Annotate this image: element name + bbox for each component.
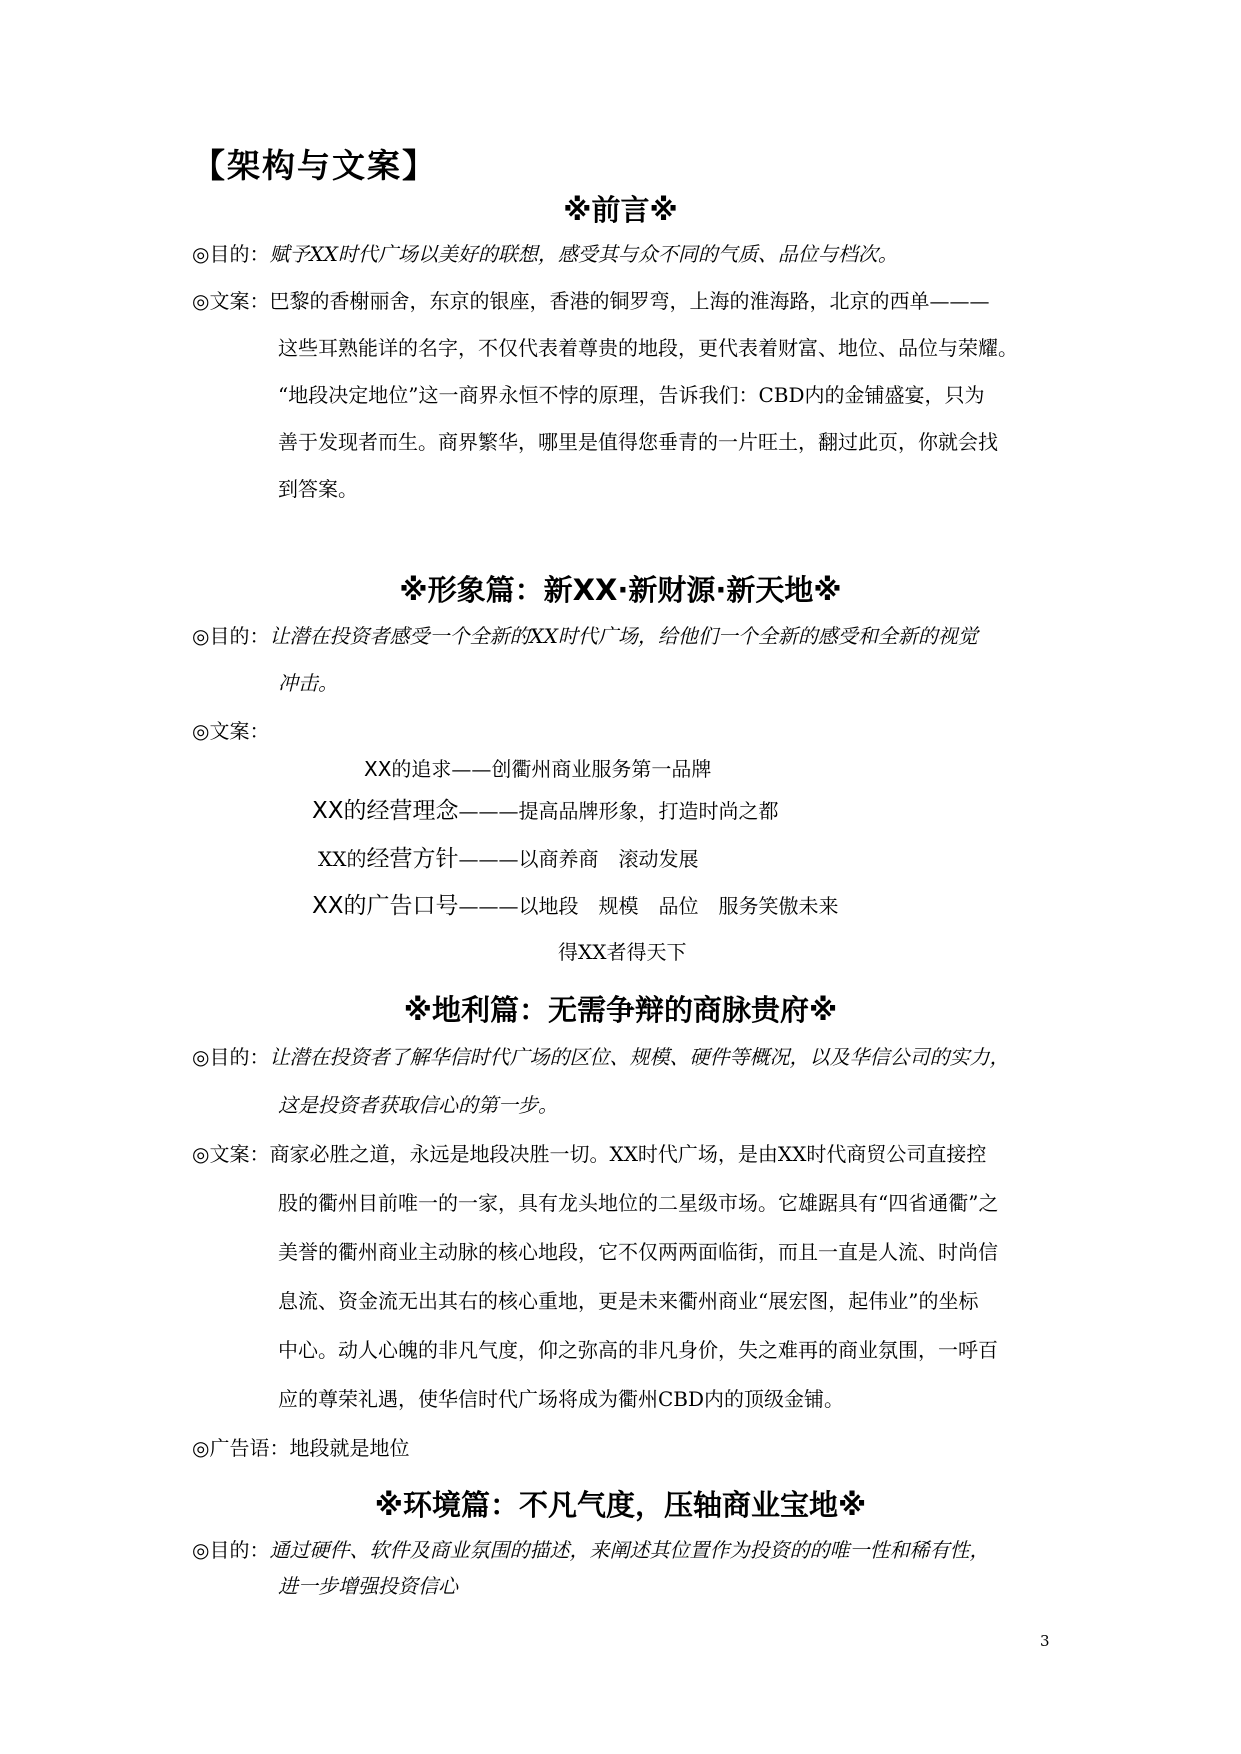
preface-purpose-label: ◎目的：	[192, 242, 270, 266]
location-copy-row	[192, 1140, 986, 1168]
environment-section-heading: ※环境篇：不凡气度，压轴商业宝地※	[374, 1488, 867, 1522]
slogan-key: XX的广告口号	[312, 893, 459, 919]
slogan-row	[364, 755, 711, 785]
slogan-key: XX的经营理念	[312, 798, 459, 824]
location-purpose-line: 让潜在投资者了解华信时代广场的区位、规模、硬件等概况，以及华信公司的实力，	[269, 1045, 1010, 1069]
location-copy-line: 美誉的衢州商业主动脉的核心地段，它不仅两两面临街，而且一直是人流、时尚信	[278, 1240, 998, 1264]
slogan-row	[312, 892, 839, 922]
location-purpose-line: 这是投资者获取信心的第一步。	[278, 1093, 558, 1117]
location-ad-label: ◎广告语：	[192, 1436, 290, 1460]
image-section-heading: ※形象篇：新XX·新财源·新天地※	[399, 573, 842, 607]
preface-purpose-row	[192, 240, 898, 268]
slogan-key: 经营方针	[366, 846, 459, 872]
image-purpose-row	[192, 622, 978, 650]
slogan-row	[312, 797, 779, 827]
slogan-dash: ———	[458, 847, 519, 871]
slogan-dash: ———	[458, 894, 519, 918]
location-copy-line: 息流、资金流无出其右的核心重地，更是未来衢州商业“展宏图，起伟业”的坐标	[278, 1289, 979, 1313]
slogan-value: 创衢州商业服务第一品牌	[491, 757, 712, 781]
environment-purpose-row	[192, 1536, 989, 1564]
slogan-value: 以商养商 滚动发展	[518, 847, 699, 871]
location-ad-row	[192, 1434, 409, 1462]
image-copy-label: ◎文案：	[192, 719, 270, 743]
location-copy-line: 商家必胜之道，永远是地段决胜一切。XX时代广场，是由XX时代商贸公司直接控	[269, 1142, 987, 1166]
main-heading: 【架构与文案】	[192, 146, 437, 185]
location-section-heading: ※地利篇：无需争辩的商脉贵府※	[403, 993, 838, 1027]
environment-purpose-label: ◎目的：	[192, 1538, 270, 1562]
location-copy-line: 应的尊荣礼遇，使华信时代广场将成为衢州CBD内的顶级金铺。	[278, 1387, 845, 1411]
slogan-dash: ———	[458, 799, 519, 823]
image-purpose-line: 让潜在投资者感受一个全新的XX时代广场，给他们一个全新的感受和全新的视觉	[269, 624, 978, 648]
slogan-value: 提高品牌形象，打造时尚之都	[518, 799, 779, 823]
slogan-key: XX的追求	[364, 757, 452, 781]
environment-purpose-line: 进一步增强投资信心	[278, 1574, 458, 1598]
location-purpose-row	[192, 1043, 1009, 1071]
slogan-tail: 得XX者得天下	[558, 940, 687, 964]
preface-copy-label: ◎文案：	[192, 289, 270, 313]
preface-copy-line: 到答案。	[278, 477, 358, 501]
image-purpose-label: ◎目的：	[192, 624, 270, 648]
slogan-key-prefix: XX的	[318, 847, 367, 871]
location-ad-text: 地段就是地位	[289, 1436, 410, 1460]
preface-heading: ※前言※	[563, 193, 678, 227]
image-purpose-line: 冲击。	[278, 671, 338, 695]
location-copy-line: 中心。动人心魄的非凡气度，仰之弥高的非凡身价，失之难再的商业氛围，一呼百	[278, 1338, 998, 1362]
location-purpose-label: ◎目的：	[192, 1045, 270, 1069]
location-copy-label: ◎文案：	[192, 1142, 270, 1166]
environment-purpose-line: 通过硬件、软件及商业氛围的描述，来阐述其位置作为投资的的唯一性和稀有性，	[269, 1538, 990, 1562]
preface-copy-row	[192, 287, 989, 315]
preface-copy-line: 巴黎的香榭丽舍，东京的银座，香港的铜罗弯，上海的淮海路，北京的西单———	[269, 289, 990, 313]
slogan-dash: ——	[451, 757, 492, 781]
slogan-value: 以地段 规模 品位 服务笑傲未来	[518, 894, 839, 918]
preface-purpose-text: 赋予XX时代广场以美好的联想，感受其与众不同的气质、品位与档次。	[269, 242, 898, 266]
page-number: 3	[1040, 1632, 1050, 1650]
slogan-row	[318, 845, 698, 875]
preface-copy-line: 善于发现者而生。商界繁华，哪里是值得您垂青的一片旺土，翻过此页，你就会找	[278, 430, 998, 454]
location-copy-line: 股的衢州目前唯一的一家，具有龙头地位的二星级市场。它雄踞具有“四省通衢”之	[278, 1191, 999, 1215]
preface-copy-line: 这些耳熟能详的名字，不仅代表着尊贵的地段，更代表着财富、地位、品位与荣耀。	[278, 336, 1018, 360]
preface-copy-line: “地段决定地位”这一商界永恒不悖的原理，告诉我们：CBD内的金铺盛宴，只为	[278, 383, 985, 407]
